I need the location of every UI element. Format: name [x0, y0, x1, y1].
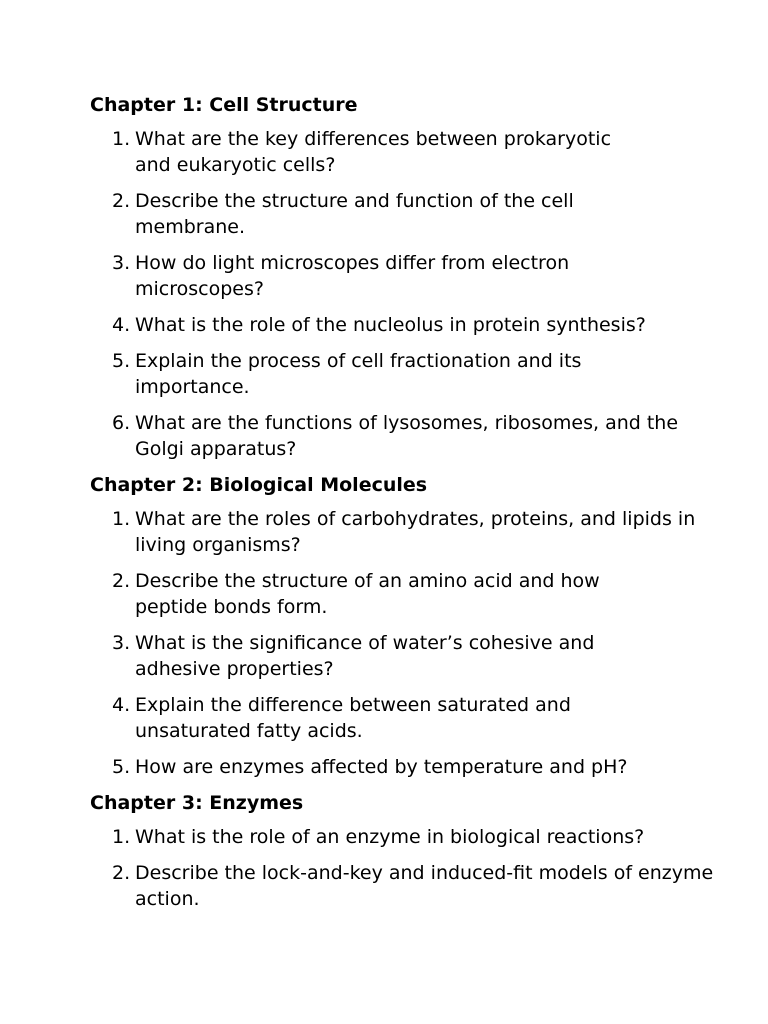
- question-number: 5.: [112, 756, 131, 778]
- question-list: [90, 126, 690, 462]
- question-number: 1.: [112, 826, 131, 848]
- question-number: 2.: [112, 862, 131, 884]
- question-item: [90, 692, 645, 744]
- question-text: Explain the process of cell fractionation and its importance.: [135, 350, 582, 398]
- question-text: Describe the lock-and-key and induced-fit models of enzyme action.: [135, 862, 714, 910]
- question-text: Describe the structure of an amino acid and how peptide bonds form.: [135, 570, 600, 618]
- question-number: 3.: [112, 632, 131, 654]
- chapter-section: [90, 790, 714, 912]
- question-number: 5.: [112, 350, 131, 372]
- question-item: [90, 126, 643, 178]
- question-list: [90, 506, 696, 780]
- chapter-section: [90, 92, 690, 462]
- question-number: 4.: [112, 314, 131, 336]
- question-item: [90, 824, 735, 850]
- question-text: How are enzymes affected by temperature and pH?: [135, 756, 628, 778]
- chapter-heading: Chapter 2: Biological Molecules: [90, 474, 428, 496]
- question-list: [90, 824, 714, 912]
- question-text: Describe the structure and function of the cell membrane.: [135, 190, 574, 238]
- question-number: 2.: [112, 190, 131, 212]
- question-text: What are the key differences between prokaryotic and eukaryotic cells?: [135, 128, 612, 176]
- question-item: [90, 188, 611, 240]
- question-text: How do light microscopes differ from electron microscopes?: [135, 252, 570, 300]
- chapter-section: [90, 472, 696, 780]
- question-item: [90, 348, 615, 400]
- question-number: 3.: [112, 252, 131, 274]
- question-item: [90, 506, 705, 558]
- question-number: 4.: [112, 694, 131, 716]
- question-text: What is the role of the nucleolus in protein synthesis?: [135, 314, 646, 336]
- question-item: [90, 410, 725, 462]
- question-number: 1.: [112, 128, 131, 150]
- question-number: 1.: [112, 508, 131, 530]
- question-item: [90, 860, 720, 912]
- question-text: Explain the difference between saturated and unsaturated fatty acids.: [135, 694, 571, 742]
- chapter-heading: Chapter 3: Enzymes: [90, 792, 304, 814]
- question-number: 2.: [112, 570, 131, 592]
- question-item: [90, 250, 605, 302]
- question-item: [90, 568, 650, 620]
- document-page: [90, 92, 714, 922]
- question-text: What is the role of an enzyme in biological reactions?: [135, 826, 645, 848]
- question-item: [90, 754, 735, 780]
- question-text: What are the functions of lysosomes, ribosomes, and the Golgi apparatus?: [135, 412, 679, 460]
- question-item: [90, 312, 735, 338]
- question-number: 6.: [112, 412, 131, 434]
- question-text: What is the significance of water’s cohesive and adhesive properties?: [135, 632, 595, 680]
- question-text: What are the roles of carbohydrates, proteins, and lipids in living organisms?: [135, 508, 696, 556]
- chapter-heading: Chapter 1: Cell Structure: [90, 94, 358, 116]
- question-item: [90, 630, 670, 682]
